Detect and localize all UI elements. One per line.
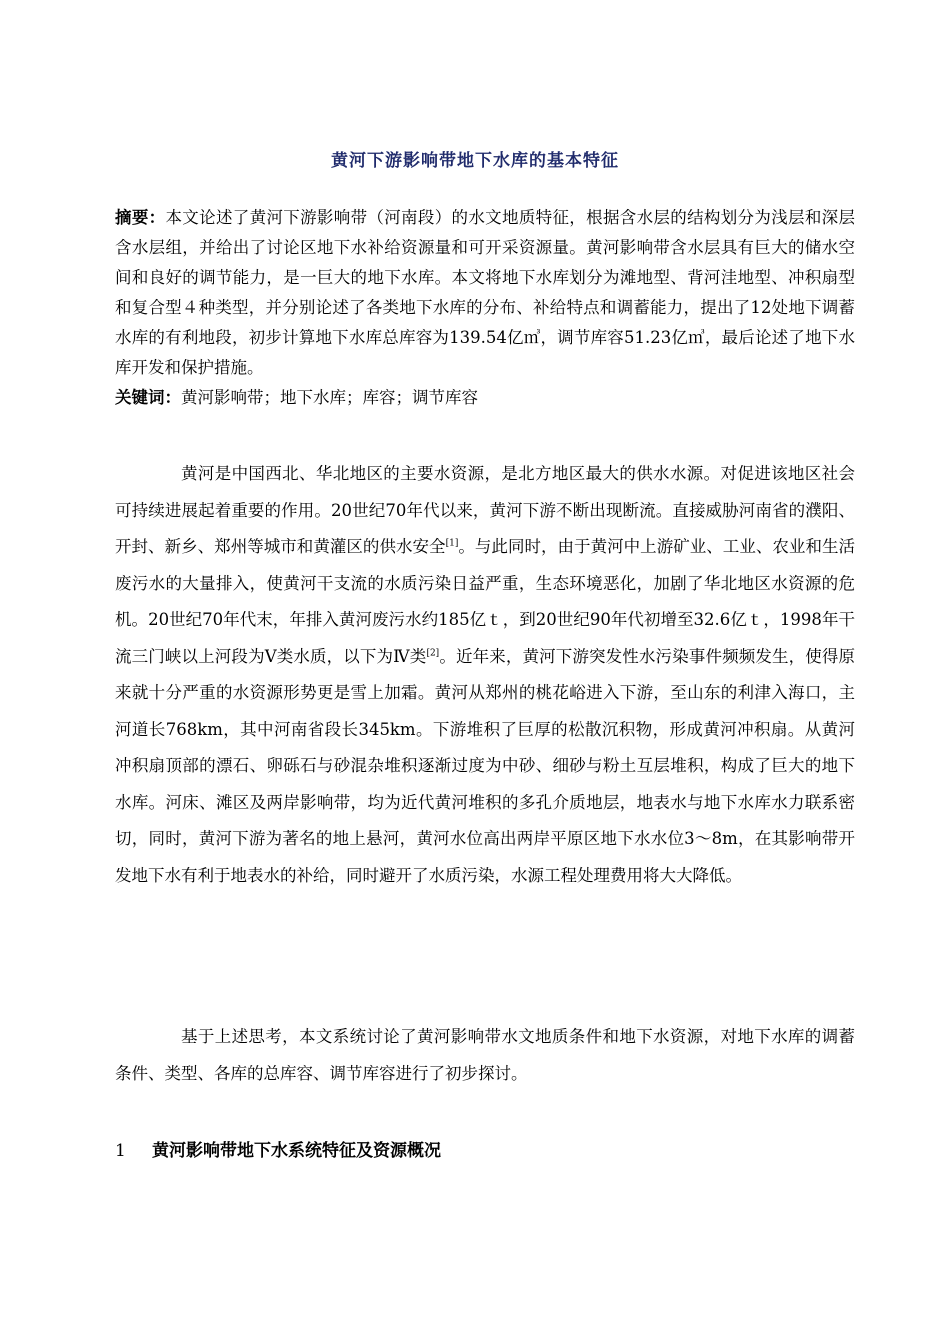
- keywords-text: 黄河影响带；地下水库；库容；调节库容: [181, 388, 478, 407]
- section-number: 1: [115, 1141, 126, 1161]
- intro-paragraph-1: [115, 456, 855, 894]
- keywords-label: 关键词：: [115, 388, 181, 407]
- keywords-block: [115, 383, 855, 413]
- paper-title: 黄河下游影响带地下水库的基本特征: [331, 151, 619, 171]
- section-heading: [115, 1136, 855, 1161]
- section-title: 黄河影响带地下水系统特征及资源概况: [152, 1141, 441, 1161]
- citation-ref-1: [1]: [445, 538, 459, 549]
- intro-text-part2: 。与此同时，由于黄河中上游矿业、工业、农业和生活废污水的大量排入，使黄河干支流的水质污染日益严重，生态环境恶化，加剧了华北地区水资源的危机。20世纪70年代末，年排入黄河废污水约185亿ｔ，到20世纪90年代初增至32.6亿ｔ，1998年干流三门峡以上河段为Ⅴ类水质，以下为Ⅳ类: [115, 537, 856, 666]
- abstract-text: 本文论述了黄河下游影响带（河南段）的水文地质特征，根据含水层的结构划分为浅层和深层含水层组，并给出了讨论区地下水补给资源量和可开采资源量。黄河影响带含水层具有巨大的储水空间和良好的调节能力，是一巨大的地下水库。本文将地下水库划分为滩地型、背河洼地型、冲积扇型和复合型４种类型，并分别论述了各类地下水库的分布、补给特点和调蓄能力，提出了12处地下调蓄水库的有利地段，初步计算地下水库总库容为139.54亿㎥，调节库容51.23亿㎥，最后论述了地下水库开发和保护措施。: [115, 208, 856, 377]
- abstract-block: [115, 203, 855, 383]
- citation-ref-2: [2]: [426, 648, 440, 658]
- intro-paragraph-2: 基于上述思考，本文系统讨论了黄河影响带水文地质条件和地下水资源，对地下水库的调蓄条件、类型、各库的总库容、调节库容进行了初步探讨。: [115, 1027, 855, 1083]
- intro-text-part1: 黄河是中国西北、华北地区的主要水资源，是北方地区最大的供水水源。对促进该地区社会可持续进展起着重要的作用。20世纪70年代以来，黄河下游不断出现断流。直接威胁河南省的濮阳、开封、新乡、郑州等城市和黄灌区的供水安全: [115, 464, 855, 556]
- abstract-label: 摘要：: [115, 208, 166, 227]
- intro-text-part3: 。近年来，黄河下游突发性水污染事件频频发生，使得原来就十分严重的水资源形势更是雪上加霜。黄河从郑州的桃花峪进入下游，至山东的利津入海口，主河道长768km，其中河南省段长345km。下游堆积了巨厚的松散沉积物，形成黄河冲积扇。从黄河冲积扇顶部的漂石、卵砾石与砂混杂堆积逐渐过度为中砂、细砂与粉土互层堆积，构成了巨大的地下水库。河床、滩区及两岸影响带，均为近代黄河堆积的多孔介质地层，地表水与地下水库水力联系密切，同时，黄河下游为著名的地上悬河，黄河水位高出两岸平原区地下水水位3～8m，在其影响带开发地下水有利于地表水的补给，同时避开了水质污染，水源工程处理费用将大大降低。: [115, 646, 856, 885]
